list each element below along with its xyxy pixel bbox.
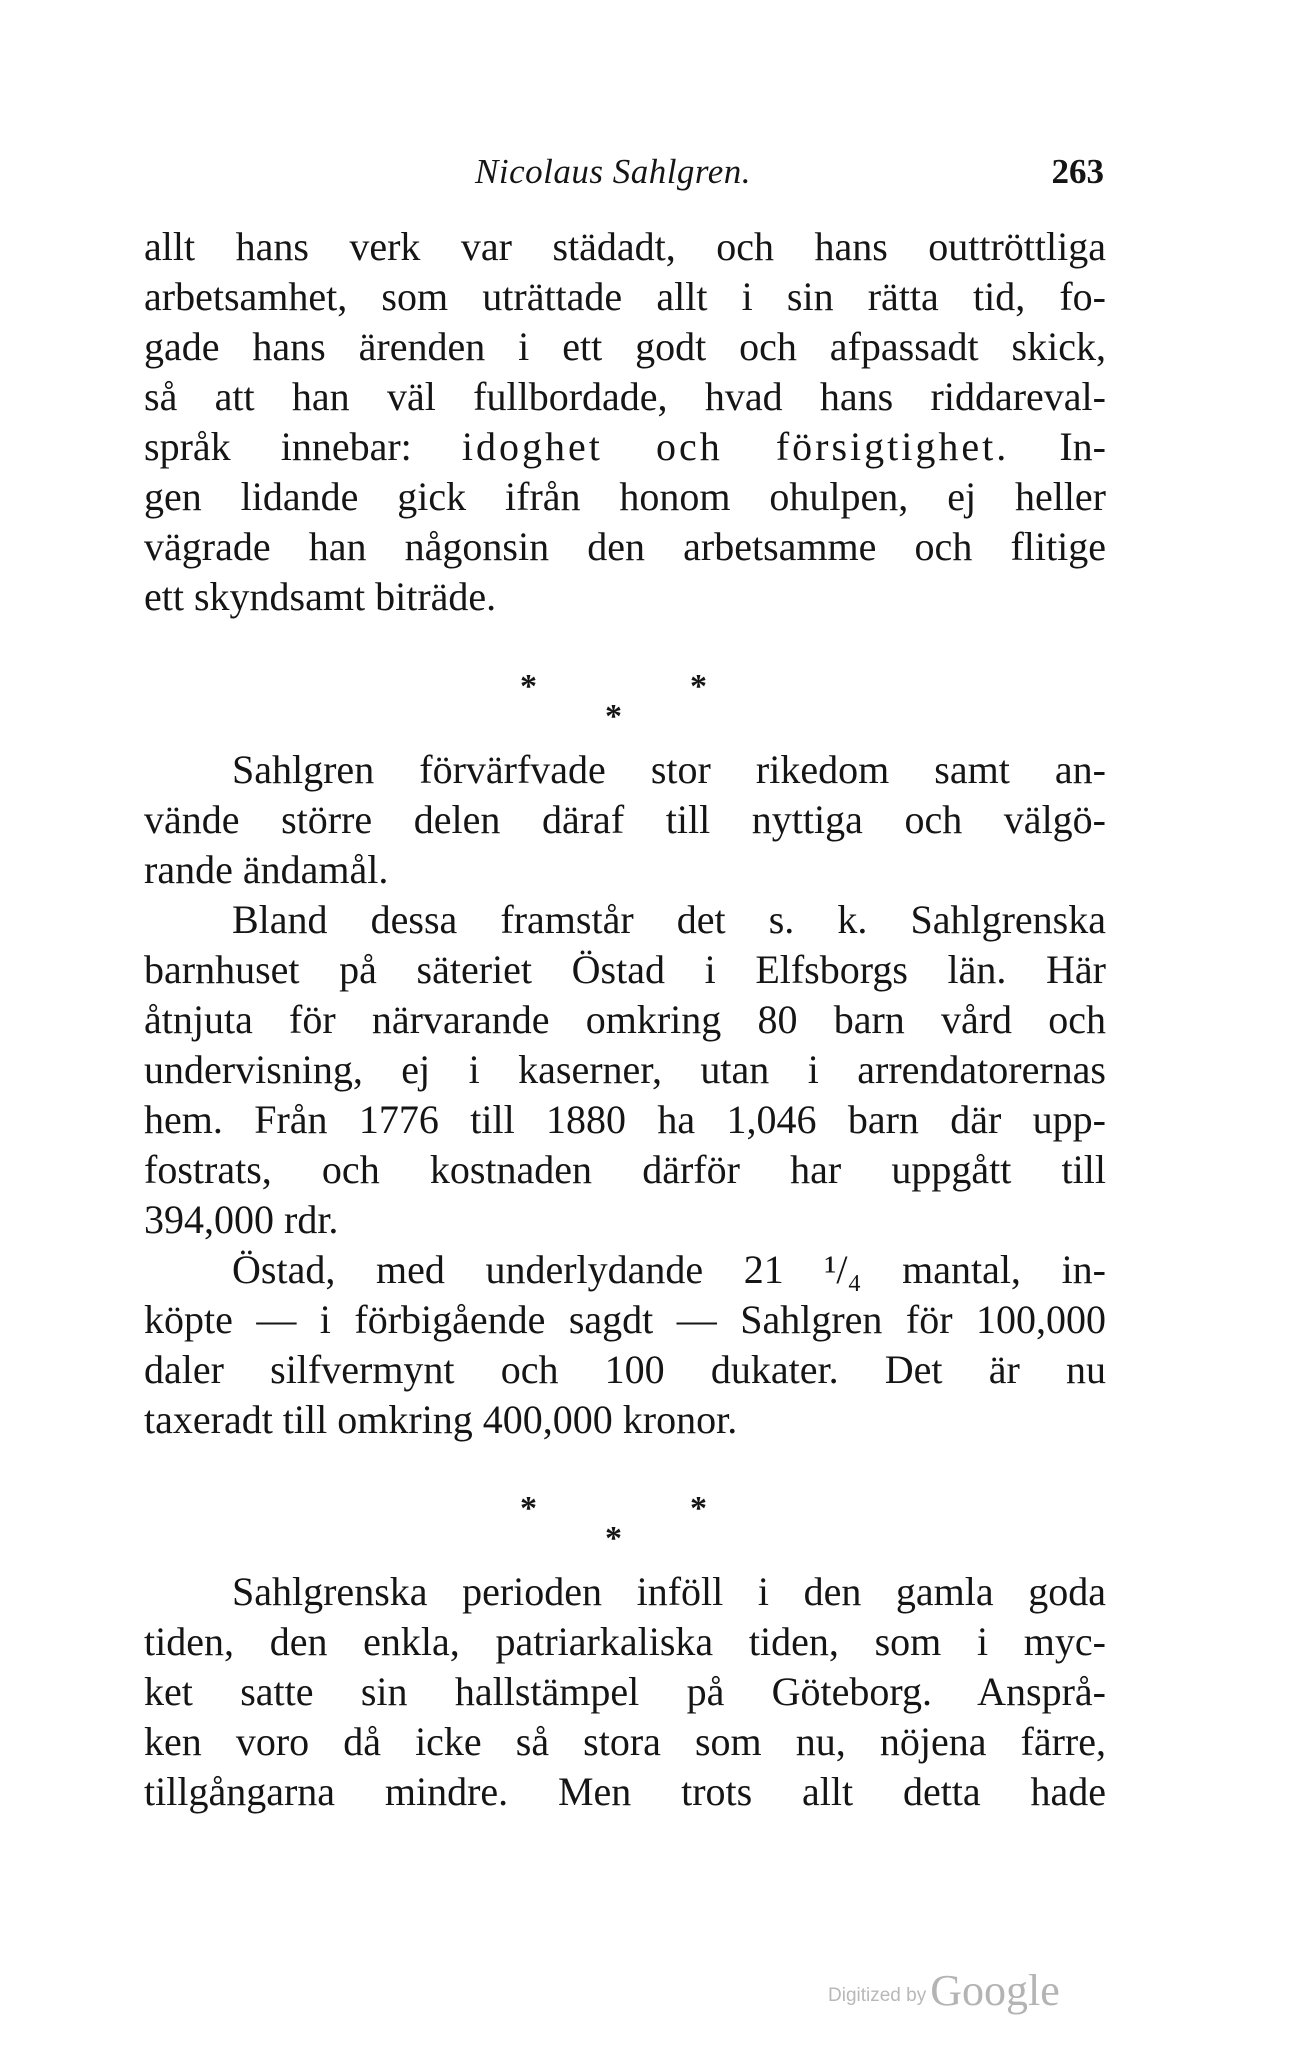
asterisk-icon: *	[520, 668, 537, 705]
text-segment: språk innebar:	[144, 424, 462, 469]
text-line: arbetsamhet, som uträttade allt i sin rätta tid, fo-	[144, 274, 1106, 319]
text-line: tillgångarna mindre. Men trots allt detta hade	[144, 1769, 1106, 1814]
asterism-divider	[490, 668, 770, 738]
asterisk-icon: *	[690, 1490, 707, 1527]
text-line: vände större delen däraf till nyttiga och välgö-	[144, 797, 1106, 842]
text-line: undervisning, ej i kaserner, utan i arrendatorernas	[144, 1047, 1106, 1092]
text-line: barnhuset på säteriet Östad i Elfsborgs län. Här	[144, 947, 1106, 992]
text-line: vägrade han någonsin den arbetsamme och flitige	[144, 524, 1106, 569]
text-segment: In-	[1009, 424, 1107, 469]
motto-spaced-text: idoghet och försigtighet.	[461, 424, 1010, 469]
paragraph-3	[144, 1567, 1106, 1817]
text-line: köpte — i förbigående sagdt — Sahlgren för 100,000	[144, 1297, 1106, 1342]
text-line: åtnjuta för närvarande omkring 80 barn vård och	[144, 997, 1106, 1042]
text-line: så att han väl fullbordade, hvad hans riddareval-	[144, 374, 1106, 419]
text-line: allt hans verk var städadt, och hans outtröttliga	[144, 224, 1106, 269]
asterisk-icon: *	[605, 698, 622, 735]
page-header	[140, 152, 1112, 202]
text-line: rande ändamål.	[144, 847, 389, 892]
text-line	[144, 422, 1106, 472]
asterism-divider	[490, 1490, 770, 1560]
digitized-by-watermark	[828, 1965, 1060, 2016]
text-line: ken voro då icke så stora som nu, nöjena färre,	[144, 1719, 1106, 1764]
asterisk-icon: *	[605, 1520, 622, 1557]
text-line: Sahlgrenska perioden inföll i den gamla goda	[232, 1569, 1106, 1614]
watermark-prefix: Digitized by	[828, 1985, 927, 2006]
text-line: fostrats, och kostnaden därför har uppgått till	[144, 1147, 1106, 1192]
text-line: ett skyndsamt biträde.	[144, 574, 497, 619]
paragraph-2	[144, 745, 1106, 1445]
asterisk-icon: *	[520, 1490, 537, 1527]
text-line: gade hans ärenden i ett godt och afpassadt skick,	[144, 324, 1106, 369]
text-line: Bland dessa framstår det s. k. Sahlgrenska	[232, 897, 1106, 942]
text-line: gen lidande gick ifrån honom ohulpen, ej heller	[144, 474, 1106, 519]
page-number: 263	[1051, 152, 1104, 191]
running-title: Nicolaus Sahlgren.	[475, 152, 752, 191]
paragraph-1	[144, 222, 1106, 622]
text-line: taxeradt till omkring 400,000 kronor.	[144, 1397, 738, 1442]
text-line: Sahlgren förvärfvade stor rikedom samt an-	[232, 747, 1106, 792]
text-line: ket satte sin hallstämpel på Göteborg. Ansprå-	[144, 1669, 1106, 1714]
text-line: tiden, den enkla, patriarkaliska tiden, som i myc-	[144, 1619, 1106, 1664]
text-line: Östad, med underlydande 21 ¹/₄ mantal, in-	[232, 1247, 1106, 1292]
text-line: 394,000 rdr.	[144, 1197, 339, 1242]
asterisk-icon: *	[690, 668, 707, 705]
google-logo: Google	[930, 1966, 1060, 2015]
text-line: daler silfvermynt och 100 dukater. Det är nu	[144, 1347, 1106, 1392]
text-line: hem. Från 1776 till 1880 ha 1,046 barn där upp-	[144, 1097, 1106, 1142]
